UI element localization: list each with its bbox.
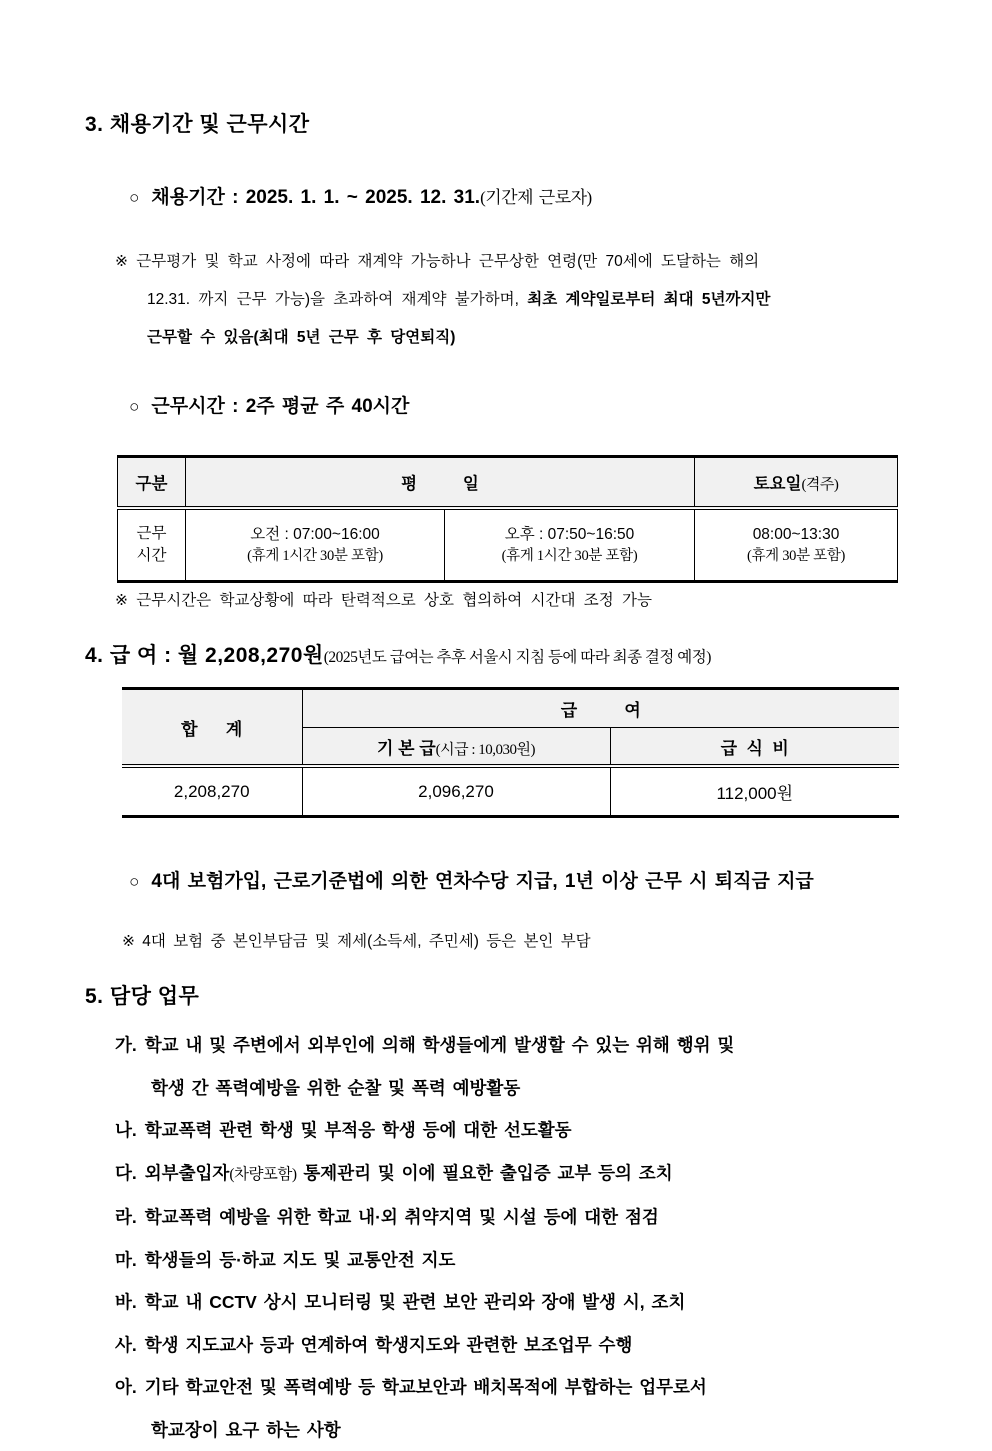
duty-item-ra: 라. 학교폭력 예방을 위한 학교 내·외 취약지역 및 시설 등에 대한 점검	[115, 1196, 992, 1239]
afternoon-shift-cell: 오후 : 07:50~16:50 (휴게 1시간 30분 포함)	[445, 508, 695, 582]
work-hours-data-row	[118, 508, 898, 582]
header-gubun: 구분	[118, 457, 186, 509]
work-hours-table-note: ※ 근무시간은 학교상황에 따라 탄력적으로 상호 협의하여 시간대 조정 가능	[115, 591, 992, 611]
header-saturday-paren: (격주)	[801, 477, 838, 493]
salary-data-row	[122, 766, 899, 817]
duty-item-ga: 가. 학교 내 및 주변에서 외부인에 의해 학생들에게 발생할 수 있는 위해 행위 및	[115, 1024, 992, 1067]
period-note-line1: ※ 근무평가 및 학교 사정에 따라 재계약 가능하나 근무상한 연령(만 70세에 도달하는 해의	[115, 252, 992, 272]
salary-header-row1	[122, 689, 899, 728]
circle-bullet-icon: ○	[129, 186, 139, 210]
duty-item-ga-cont: 학생 간 폭력예방을 위한 순찰 및 폭력 예방활동	[115, 1067, 992, 1110]
base-pay-header: 기 본 급(시급 : 10,030원)	[302, 728, 610, 767]
saturday-shift-cell: 08:00~13:30 (휴게 30분 포함)	[695, 508, 898, 582]
duty-item-ba: 바. 학교 내 CCTV 상시 모니터링 및 관련 보안 관리와 장애 발생 시, 조치	[115, 1281, 992, 1324]
total-header: 합 계	[122, 689, 302, 767]
insurance-line	[100, 846, 992, 918]
duty-item-da: 다. 외부출입자(차량포함) 통제관리 및 이에 필요한 출입증 교부 등의 조치	[115, 1152, 992, 1197]
employment-period-paren: (기간제 근로자)	[480, 188, 592, 207]
employment-period-text: 채용기간 : 2025. 1. 1. ~ 2025. 12. 31.	[151, 187, 480, 208]
total-value: 2,208,270	[122, 766, 302, 817]
duty-item-da-paren: (차량포함)	[229, 1166, 296, 1183]
insurance-note: ※ 4대 보험 중 본인부담금 및 제세(소득세, 주민세) 등은 본인 부담	[122, 932, 992, 952]
base-pay-value: 2,096,270	[302, 766, 610, 817]
duty-item-ma: 마. 학생들의 등·하교 지도 및 교통안전 지도	[115, 1239, 992, 1282]
work-hours-header-row	[118, 457, 898, 509]
meal-allowance-header: 급 식 비	[610, 728, 899, 767]
section3-heading: 3. 채용기간 및 근무시간	[85, 112, 992, 138]
section5-heading: 5. 담당 업무	[85, 984, 992, 1010]
section4-heading-main: 4. 급 여 : 월 2,208,270원	[85, 644, 324, 667]
period-note-line3: 근무할 수 있음(최대 5년 근무 후 당연퇴직)	[147, 328, 992, 348]
base-pay-header-paren: (시급 : 10,030원)	[436, 742, 535, 758]
period-note-line2: 12.31. 까지 근무 가능)을 초과하여 재계약 불가하며, 최초 계약일로부터 최대 5년까지만	[147, 290, 992, 310]
header-saturday: 토요일(격주)	[695, 457, 898, 509]
duty-item-na: 나. 학교폭력 관련 학생 및 부적응 학생 등에 대한 선도활동	[115, 1109, 992, 1152]
employment-period-line	[100, 162, 992, 234]
period-note	[0, 252, 992, 348]
duty-item-sa: 사. 학생 지도교사 등과 연계하여 학생지도와 관련한 보조업무 수행	[115, 1324, 992, 1367]
circle-bullet-icon: ○	[129, 870, 139, 894]
row-label-cell: 근무 시간	[118, 508, 186, 582]
salary-table	[122, 687, 899, 818]
meal-allowance-value: 112,000원	[610, 766, 899, 817]
circle-bullet-icon: ○	[129, 395, 139, 419]
duty-item-a: 아. 기타 학교안전 및 폭력예방 등 학교보안과 배치목적에 부합하는 업무로서	[115, 1366, 992, 1409]
section4-heading	[85, 643, 992, 671]
header-weekday: 평 일	[186, 457, 695, 509]
pay-header: 급 여	[302, 689, 899, 728]
insurance-text: 4대 보험가입, 근로기준법에 의한 연차수당 지급, 1년 이상 근무 시 퇴직금 지급	[151, 871, 813, 892]
duty-item-a-cont: 학교장이 요구 하는 사항	[115, 1409, 992, 1451]
work-hours-text: 근무시간 : 2주 평균 주 40시간	[151, 396, 409, 417]
duties-list	[115, 1024, 992, 1451]
work-hours-table	[117, 455, 898, 583]
morning-shift-cell: 오전 : 07:00~16:00 (휴게 1시간 30분 포함)	[186, 508, 445, 582]
work-hours-line	[100, 371, 992, 443]
section4-heading-paren: (2025년도 급여는 추후 서울시 지침 등에 따라 최종 결정 예정)	[324, 649, 711, 666]
